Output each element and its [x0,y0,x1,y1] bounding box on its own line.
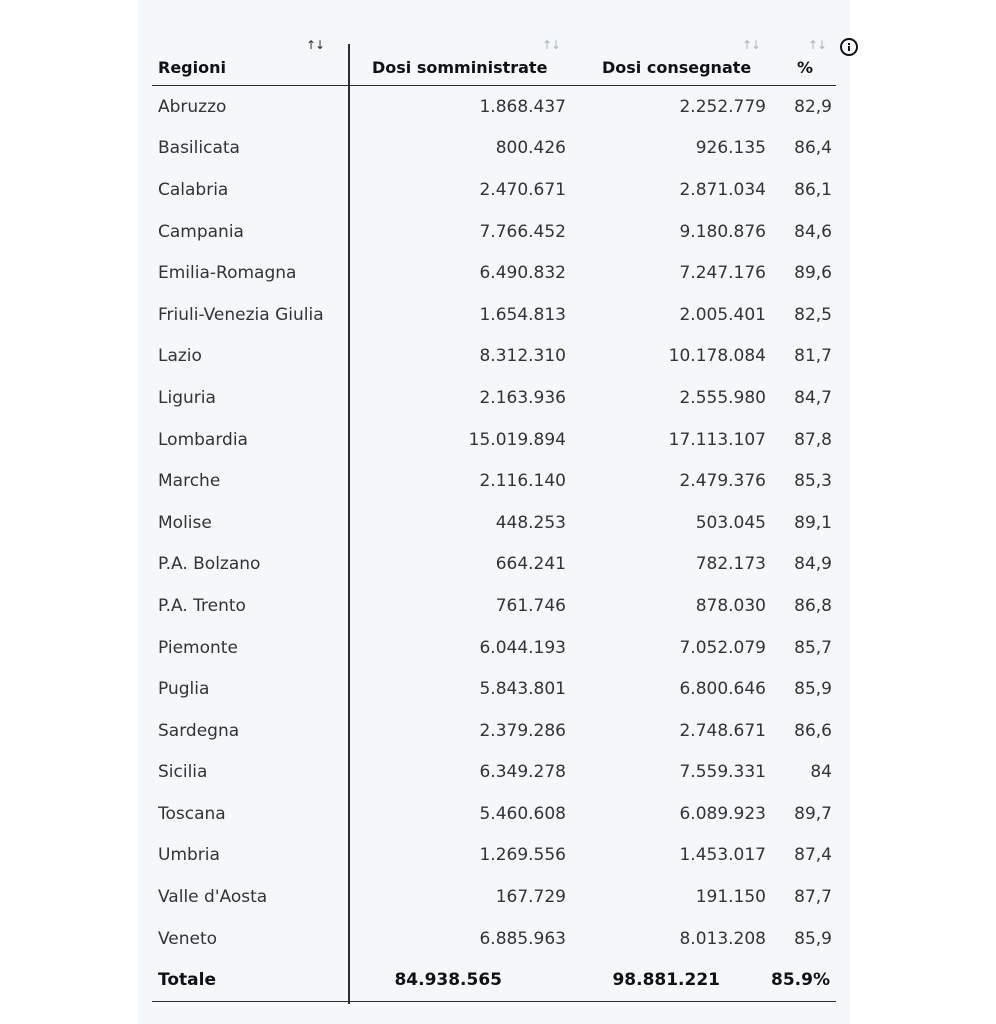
cell-region: Umbria [158,845,220,866]
cell-percent: 86,8 [794,595,832,616]
table-row [152,86,836,128]
cell-percent: 82,9 [794,96,832,117]
cell-administered: 5.460.608 [479,803,566,824]
total-percent: 85.9% [771,970,830,991]
cell-region: Campania [158,221,244,242]
cell-administered: 2.470.671 [479,179,566,200]
table-row [152,128,836,170]
cell-administered: 2.116.140 [479,471,566,492]
cell-percent: 86,4 [794,138,832,159]
cell-region: Calabria [158,179,229,200]
cell-region: Emilia-Romagna [158,263,297,284]
cell-delivered: 9.180.876 [679,221,766,242]
table-row [152,710,836,752]
cell-percent: 85,9 [794,679,832,700]
cell-percent: 87,7 [794,887,832,908]
cell-administered: 448.253 [495,512,566,533]
cell-administered: 8.312.310 [479,346,566,367]
cell-administered: 664.241 [495,554,566,575]
cell-administered: 761.746 [495,595,566,616]
cell-delivered: 503.045 [695,512,766,533]
sort-regioni-icon[interactable]: ↑↓ [306,38,325,52]
cell-region: Friuli-Venezia Giulia [158,304,324,325]
table-header [152,34,836,86]
cell-administered: 1.868.437 [479,96,566,117]
cell-percent: 87,4 [794,845,832,866]
cell-percent: 86,6 [794,720,832,741]
cell-delivered: 878.030 [695,595,766,616]
cell-region: Marche [158,471,221,492]
cell-delivered: 17.113.107 [668,429,766,450]
table-row [152,419,836,461]
cell-delivered: 7.052.079 [679,637,766,658]
cell-region: Toscana [158,803,226,824]
cell-delivered: 1.453.017 [679,845,766,866]
cell-region: P.A. Trento [158,595,246,616]
table-row [152,627,836,669]
info-icon[interactable] [840,38,858,56]
table-row [152,294,836,336]
cell-administered: 6.349.278 [479,762,566,783]
header-regioni[interactable]: Regioni [158,58,226,77]
cell-percent: 84,7 [794,387,832,408]
cell-region: P.A. Bolzano [158,554,261,575]
cell-region: Piemonte [158,637,238,658]
table-row [152,752,836,794]
cell-percent: 84,6 [794,221,832,242]
cell-delivered: 7.559.331 [679,762,766,783]
table-row [152,336,836,378]
cell-percent: 84,9 [794,554,832,575]
cell-delivered: 6.800.646 [679,679,766,700]
cell-percent: 81,7 [794,346,832,367]
cell-administered: 167.729 [495,887,566,908]
cell-percent: 87,8 [794,429,832,450]
cell-administered: 15.019.894 [468,429,566,450]
cell-region: Molise [158,512,212,533]
cell-percent: 86,1 [794,179,832,200]
cell-region: Lombardia [158,429,248,450]
total-delivered: 98.881.221 [612,970,720,991]
cell-delivered: 2.555.980 [679,387,766,408]
table-row [152,252,836,294]
cell-administered: 1.269.556 [479,845,566,866]
header-percent[interactable]: % [797,58,814,77]
cell-administered: 6.490.832 [479,263,566,284]
table-row [152,793,836,835]
table-row [152,835,836,877]
sort-somministrate-icon[interactable]: ↑↓ [542,38,561,52]
cell-delivered: 2.252.779 [679,96,766,117]
cell-delivered: 191.150 [695,887,766,908]
cell-delivered: 2.479.376 [679,471,766,492]
cell-delivered: 2.005.401 [679,304,766,325]
header-dosi-somministrate[interactable]: Dosi somministrate [372,58,548,77]
table-row [152,377,836,419]
cell-region: Basilicata [158,138,240,159]
cell-administered: 800.426 [495,138,566,159]
cell-administered: 7.766.452 [479,221,566,242]
cell-region: Liguria [158,387,216,408]
table-row [152,544,836,586]
cell-region: Veneto [158,928,218,949]
cell-percent: 85,7 [794,637,832,658]
cell-administered: 2.379.286 [479,720,566,741]
table-panel [138,0,850,1024]
table-row [152,169,836,211]
info-icon-dot [848,43,851,46]
header-dosi-consegnate[interactable]: Dosi consegnate [602,58,752,77]
cell-percent: 89,1 [794,512,832,533]
table-row [152,460,836,502]
cell-region: Lazio [158,346,202,367]
vaccine-table [152,34,836,1002]
cell-region: Valle d'Aosta [158,887,268,908]
cell-delivered: 6.089.923 [679,803,766,824]
cell-delivered: 2.748.671 [679,720,766,741]
cell-administered: 1.654.813 [479,304,566,325]
total-label: Totale [158,970,216,991]
table-row [152,918,836,960]
cell-delivered: 7.247.176 [679,263,766,284]
cell-delivered: 926.135 [695,138,766,159]
total-row [152,959,836,1002]
cell-percent: 85,3 [794,471,832,492]
table-row [152,502,836,544]
cell-region: Sardegna [158,720,240,741]
cell-delivered: 10.178.084 [668,346,766,367]
table-row [152,668,836,710]
cell-percent: 89,7 [794,803,832,824]
sort-percent-icon[interactable]: ↑↓ [808,38,827,52]
cell-percent: 89,6 [794,263,832,284]
cell-percent: 84 [810,762,832,783]
cell-administered: 2.163.936 [479,387,566,408]
cell-administered: 6.885.963 [479,928,566,949]
cell-region: Sicilia [158,762,208,783]
table-body [152,86,836,959]
info-icon-bar [848,46,851,51]
cell-delivered: 2.871.034 [679,179,766,200]
table-row [152,585,836,627]
table-row [152,876,836,918]
total-administered: 84.938.565 [394,970,502,991]
table-row [152,211,836,253]
cell-region: Puglia [158,679,210,700]
cell-percent: 85,9 [794,928,832,949]
cell-region: Abruzzo [158,96,227,117]
cell-delivered: 782.173 [695,554,766,575]
cell-percent: 82,5 [794,304,832,325]
cell-delivered: 8.013.208 [679,928,766,949]
cell-administered: 6.044.193 [479,637,566,658]
sort-consegnate-icon[interactable]: ↑↓ [742,38,761,52]
cell-administered: 5.843.801 [479,679,566,700]
